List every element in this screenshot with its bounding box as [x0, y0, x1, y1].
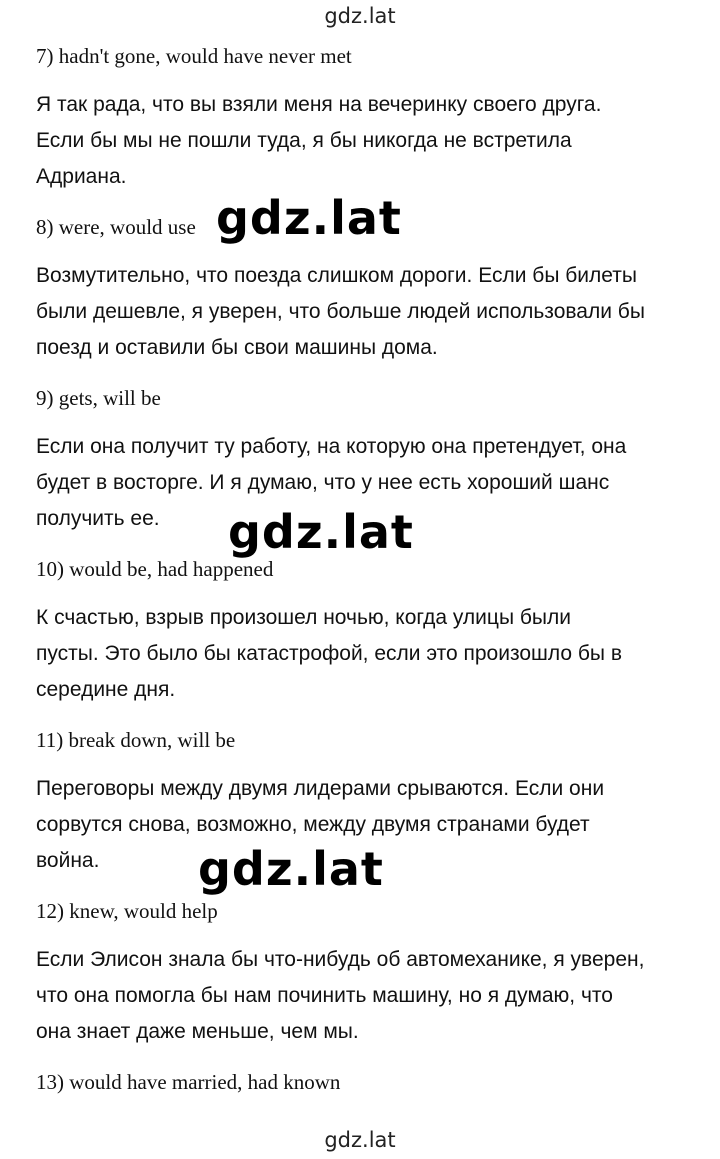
watermark-logo: gdz.lat [228, 505, 414, 559]
translation-8 [36, 258, 686, 366]
watermark-logo: gdz.lat [198, 842, 384, 896]
answer-11: 11) break down, will be [36, 728, 236, 752]
translation-line: Если бы мы не пошли туда, я бы никогда не встретила [36, 129, 572, 152]
translation-line: пусты. Это было бы катастрофой, если это произошло бы в [36, 642, 622, 665]
translation-line: Я так рада, что вы взяли меня на вечеринку своего друга. [36, 93, 602, 116]
translation-line: сорвутся снова, возможно, между двумя странами будет [36, 813, 590, 836]
translation-line: поезд и оставили бы свои машины дома. [36, 336, 438, 359]
answer-7: 7) hadn't gone, would have never met [36, 44, 352, 68]
header-watermark: gdz.lat [324, 4, 396, 28]
translation-7 [36, 87, 686, 195]
translation-12 [36, 942, 686, 1050]
translation-line: Если Элисон знала бы что-нибудь об автомеханике, я уверен, [36, 948, 645, 971]
footer-watermark: gdz.lat [324, 1128, 396, 1152]
answer-12: 12) knew, would help [36, 899, 218, 923]
answer-8: 8) were, would use [36, 215, 196, 239]
translation-line: Адриана. [36, 165, 127, 188]
watermark-logo: gdz.lat [216, 191, 402, 245]
translation-line: Переговоры между двумя лидерами срываются. Если они [36, 777, 605, 800]
translation-line: середине дня. [36, 678, 176, 701]
translation-line: К счастью, взрыв произошел ночью, когда улицы были [36, 606, 571, 629]
translation-line: получить ее. [36, 507, 160, 530]
answer-13: 13) would have married, had known [36, 1070, 341, 1094]
translation-10 [36, 600, 686, 708]
answer-10: 10) would be, had happened [36, 557, 274, 581]
translation-line: что она помогла бы нам починить машину, но я думаю, что [36, 984, 613, 1007]
translation-line: были дешевле, я уверен, что больше людей использовали бы [36, 300, 645, 323]
translation-line: война. [36, 849, 100, 872]
translation-line: будет в восторге. И я думаю, что у нее есть хороший шанс [36, 471, 610, 494]
translation-line: она знает даже меньше, чем мы. [36, 1020, 359, 1043]
translation-line: Возмутительно, что поезда слишком дороги. Если бы билеты [36, 264, 637, 287]
answer-9: 9) gets, will be [36, 386, 161, 410]
translation-line: Если она получит ту работу, на которую она претендует, она [36, 435, 627, 458]
